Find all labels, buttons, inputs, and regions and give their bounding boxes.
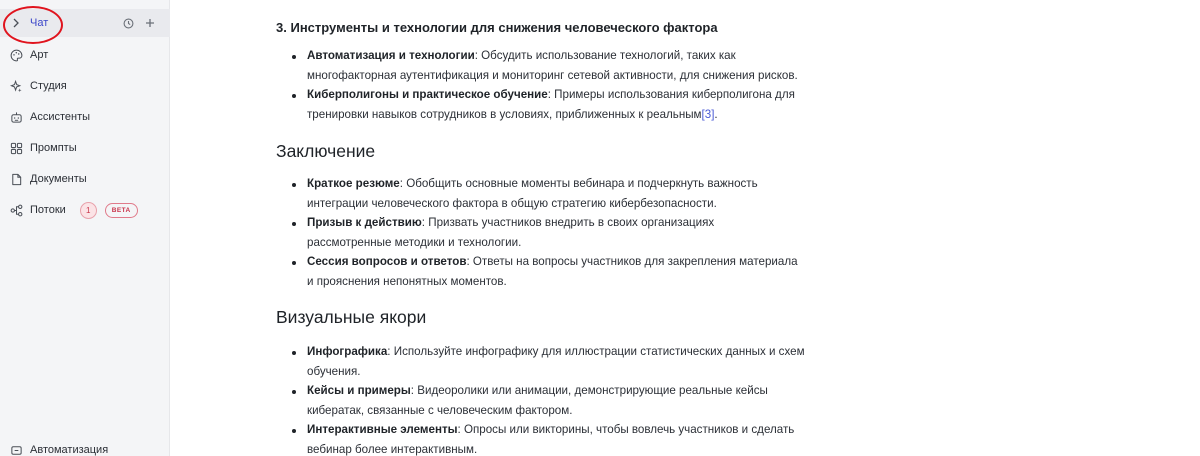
chat-message-content (170, 0, 1200, 456)
sidebar-item-label: Студия (30, 80, 67, 92)
list-item: Кейсы и примеры: Видеоролики или анимации, демонстрирующие реальные кейсы кибератак, связанные с человеческим фактором. (307, 384, 768, 417)
count-badge: 1 (80, 202, 97, 219)
list-item: Краткое резюме: Обобщить основные моменты вебинара и подчеркнуть важность интеграции человеческого фактора в общую стратегию кибербезопасности. (307, 177, 758, 210)
sparkles-icon (9, 79, 23, 93)
bullet (292, 55, 296, 59)
list-item: Сессия вопросов и ответов: Ответы на вопросы участников для закрепления материала и прояснения непонятных моментов. (307, 255, 798, 288)
citation-link[interactable]: [3] (701, 107, 715, 121)
list-item: Интерактивные элементы: Опросы или викторины, чтобы вовлечь участников и сделать вебинар более интерактивным. (307, 423, 795, 456)
chevron-right-icon (9, 16, 23, 30)
robot-icon (9, 110, 23, 124)
list-item: Инфографика: Используйте инфографику для иллюстрации статистических данных и схем обучения. (307, 345, 805, 378)
sidebar-item-label: Ассистенты (30, 111, 91, 123)
sidebar-item-prompts[interactable] (0, 134, 170, 162)
list-item: Киберполигоны и практическое обучение: Примеры использования киберполигона для тренировки навыков сотрудников в условиях, приближенных к реальным[3]. (307, 88, 795, 121)
list-item: Автоматизация и технологии: Обсудить использование технологий, таких как многофакторная аутентификация и мониторинг сетевой активности, для снижения рисков. (307, 49, 798, 82)
grid-icon (9, 141, 23, 155)
palette-icon (9, 48, 23, 62)
bullet (292, 222, 296, 226)
bullet (292, 261, 296, 265)
history-icon[interactable] (122, 17, 134, 29)
beta-badge: BETA (105, 203, 138, 218)
sidebar-item-art[interactable] (0, 41, 170, 69)
sidebar (0, 0, 170, 456)
heading-visual-anchors: Визуальные якори (276, 307, 427, 327)
sidebar-item-studio[interactable] (0, 72, 170, 100)
chat-tools (122, 9, 156, 37)
sidebar-item-automation[interactable] (0, 436, 170, 456)
section-number: 3. (276, 20, 287, 35)
list-item: Призыв к действию: Призвать участников внедрить в своих организациях рассмотренные методики и технологии. (307, 216, 715, 249)
sidebar-item-label: Документы (30, 173, 87, 185)
bullet (292, 390, 296, 394)
section-3-heading (276, 20, 718, 35)
bullet (292, 351, 296, 355)
document-icon (9, 172, 23, 186)
sidebar-item-label: Чат (30, 17, 49, 29)
sidebar-item-label: Арт (30, 49, 49, 61)
plus-icon[interactable] (144, 17, 156, 29)
bullet (292, 94, 296, 98)
sidebar-item-assistants[interactable] (0, 103, 170, 131)
sidebar-item-documents[interactable] (0, 165, 170, 193)
sidebar-item-label: Автоматизация (30, 444, 109, 456)
automation-icon (9, 443, 23, 456)
sidebar-item-label: Промпты (30, 142, 77, 154)
sidebar-item-chat[interactable] (0, 9, 170, 37)
heading-conclusion: Заключение (276, 141, 376, 161)
sidebar-item-label: Потоки (30, 204, 66, 216)
sidebar-item-flows[interactable] (0, 196, 170, 224)
bullet (292, 183, 296, 187)
section-title: Инструменты и технологии для снижения человеческого фактора (290, 20, 718, 35)
flow-icon (9, 203, 23, 217)
bullet (292, 429, 296, 433)
